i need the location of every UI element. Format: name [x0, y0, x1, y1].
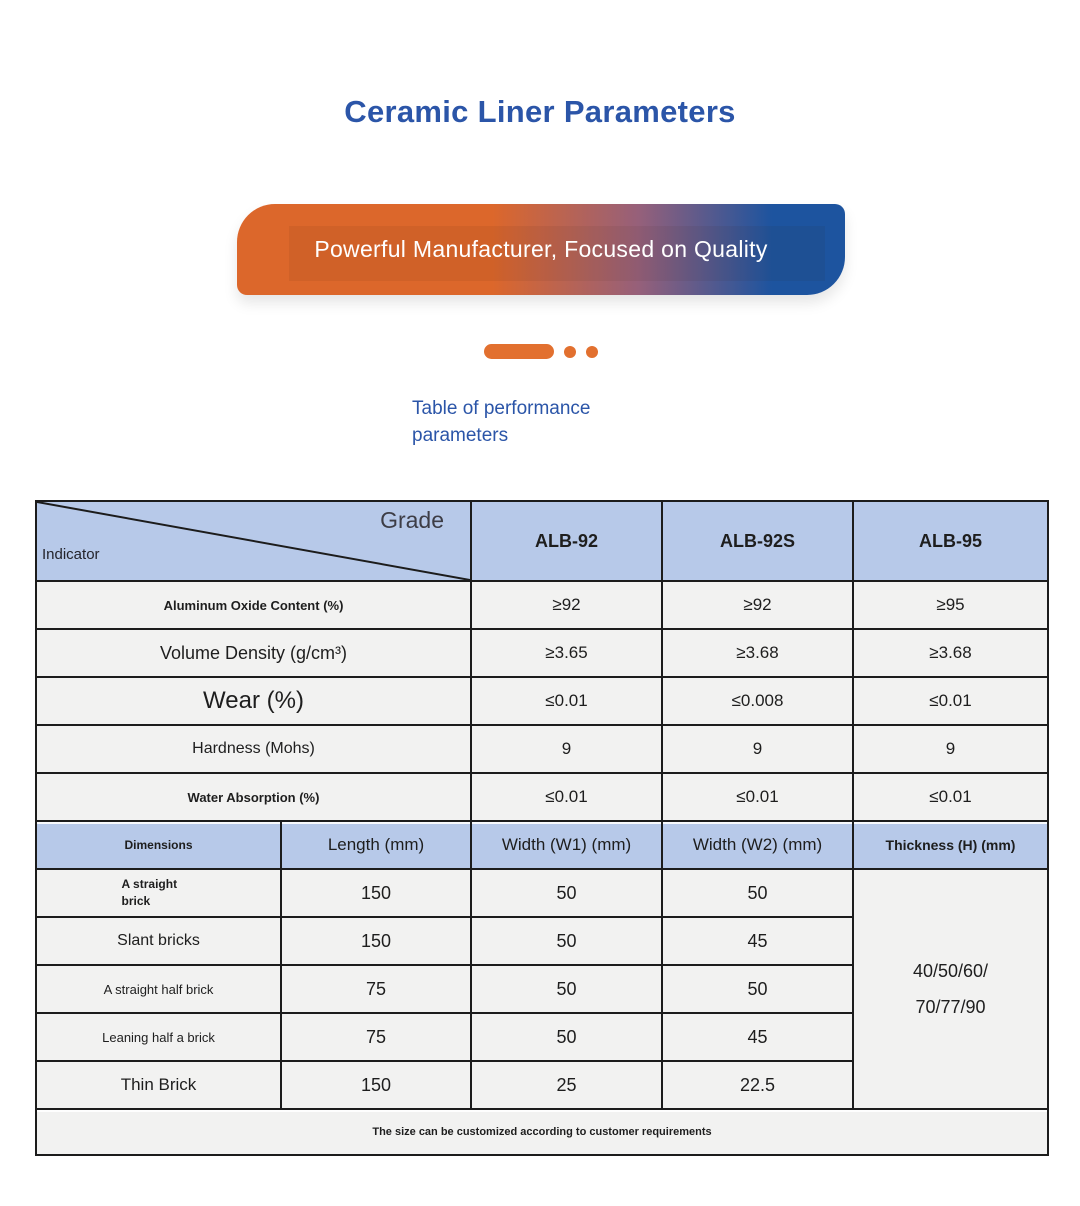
indicator-row — [36, 677, 1048, 725]
grade-column-header: ALB-92 — [471, 501, 662, 581]
indicator-row — [36, 773, 1048, 821]
indicator-label: Aluminum Oxide Content (%) — [36, 581, 471, 629]
corner-indicator-label: Indicator — [42, 546, 100, 563]
table-footer-row — [36, 1109, 1048, 1155]
dimensions-header: Dimensions — [36, 821, 281, 869]
grade-column-header: ALB-95 — [853, 501, 1048, 581]
indicator-value: ≤0.01 — [662, 773, 853, 821]
indicator-value: ≥92 — [662, 581, 853, 629]
dimension-label: Slant bricks — [36, 917, 281, 965]
indicator-value: ≤0.01 — [853, 677, 1048, 725]
indicator-label: Volume Density (g/cm³) — [36, 629, 471, 677]
decorative-divider — [484, 344, 598, 359]
indicator-value: 9 — [471, 725, 662, 773]
indicator-label: Hardness (Mohs) — [36, 725, 471, 773]
corner-header-cell — [36, 501, 471, 581]
indicator-value: ≤0.01 — [471, 773, 662, 821]
dimension-length: 75 — [281, 965, 471, 1013]
thickness-value-cell — [853, 869, 1048, 1109]
divider-dot — [564, 346, 576, 358]
thickness-line-2: 70/77/90 — [915, 997, 986, 1017]
dimension-w1: 50 — [471, 869, 662, 917]
dimension-w2: 50 — [662, 965, 853, 1013]
dimension-w2: 22.5 — [662, 1061, 853, 1109]
dimensions-header: Width (W1) (mm) — [471, 821, 662, 869]
banner-text: Powerful Manufacturer, Focused on Quality — [314, 236, 768, 262]
dimension-length: 150 — [281, 1061, 471, 1109]
indicator-value: 9 — [853, 725, 1048, 773]
dimension-w1: 25 — [471, 1061, 662, 1109]
dimension-label — [36, 869, 281, 917]
indicator-label: Wear (%) — [36, 677, 471, 725]
dimension-length: 75 — [281, 1013, 471, 1061]
grade-column-header: ALB-92S — [662, 501, 853, 581]
dimension-label: Thin Brick — [36, 1061, 281, 1109]
page-title: Ceramic Liner Parameters — [344, 94, 736, 129]
indicator-row — [36, 629, 1048, 677]
indicator-value: ≤0.01 — [853, 773, 1048, 821]
dimensions-header: Width (W2) (mm) — [662, 821, 853, 869]
indicator-value: ≥92 — [471, 581, 662, 629]
banner — [237, 204, 845, 295]
indicator-value: ≥95 — [853, 581, 1048, 629]
dimension-length: 150 — [281, 917, 471, 965]
indicator-row — [36, 725, 1048, 773]
dimension-row — [36, 869, 1048, 917]
dimension-label-text: A straight brick — [121, 877, 178, 908]
dimensions-header: Length (mm) — [281, 821, 471, 869]
indicator-value: ≥3.68 — [853, 629, 1048, 677]
dimension-w1: 50 — [471, 1013, 662, 1061]
table-header-row — [36, 501, 1048, 581]
thickness-line-1: 40/50/60/ — [912, 961, 989, 981]
indicator-value: ≥3.65 — [471, 629, 662, 677]
performance-parameters-table — [35, 500, 1049, 1156]
indicator-label: Water Absorption (%) — [36, 773, 471, 821]
dimension-label: A straight half brick — [36, 965, 281, 1013]
divider-bar — [484, 344, 554, 359]
dimension-label: Leaning half a brick — [36, 1013, 281, 1061]
divider-dot — [586, 346, 598, 358]
dimension-w2: 45 — [662, 917, 853, 965]
indicator-value: ≥3.68 — [662, 629, 853, 677]
dimensions-header-row — [36, 821, 1048, 869]
indicator-row — [36, 581, 1048, 629]
dimension-w1: 50 — [471, 917, 662, 965]
corner-grade-label: Grade — [380, 507, 444, 533]
indicator-value: 9 — [662, 725, 853, 773]
indicator-value: ≤0.01 — [471, 677, 662, 725]
section-label: Table of performance parameters — [412, 398, 591, 446]
dimension-w2: 45 — [662, 1013, 853, 1061]
dimension-w1: 50 — [471, 965, 662, 1013]
dimension-length: 150 — [281, 869, 471, 917]
indicator-value: ≤0.008 — [662, 677, 853, 725]
footer-note: The size can be customized according to customer requirements — [36, 1109, 1048, 1155]
dimensions-header: Thickness (H) (mm) — [853, 821, 1048, 869]
dimension-w2: 50 — [662, 869, 853, 917]
